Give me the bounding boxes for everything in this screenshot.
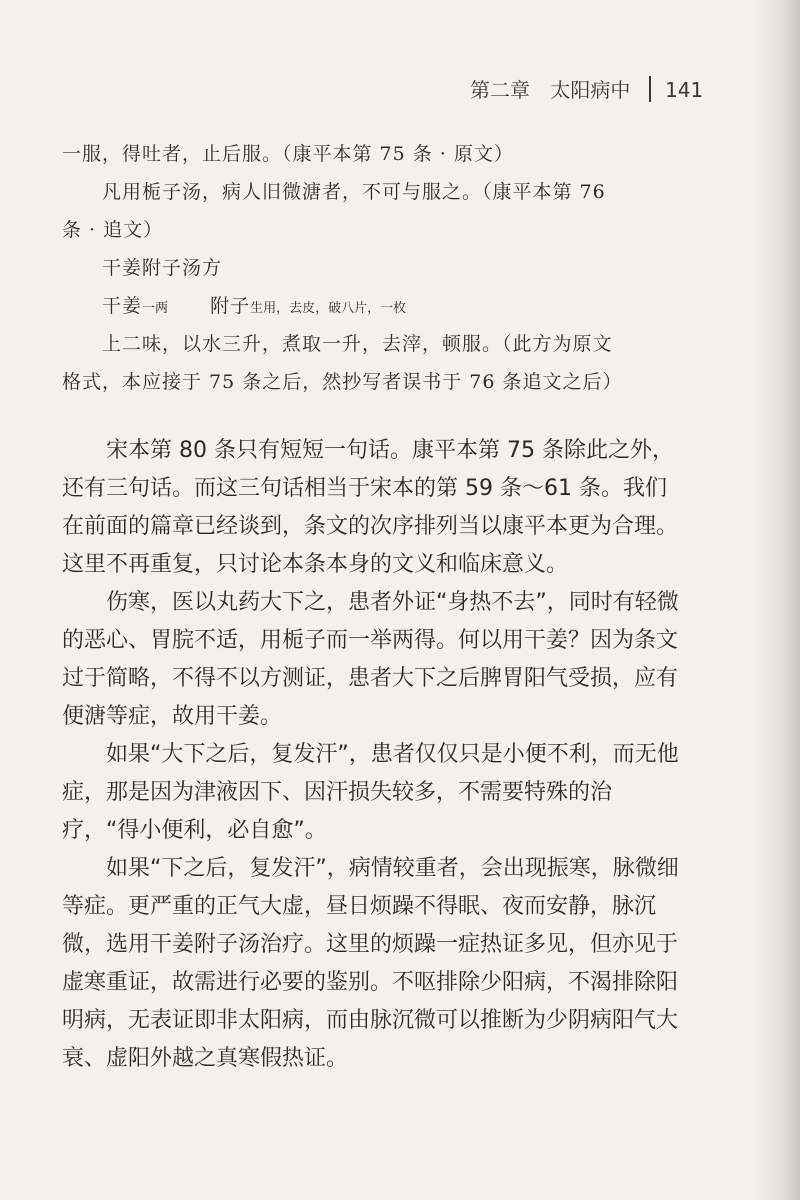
commentary-body <box>62 432 688 1078</box>
quote-line: 凡用栀子汤，病人旧微溏者，不可与服之。（康平本第 76 <box>102 181 606 203</box>
paragraph: 伤寒，医以丸药大下之，患者外证“身热不去”，同时有轻微的恶心、胃脘不适，用栀子而一举两得。何以用干姜？因为条文过于简略，不得不以方测证，患者大下之后脾胃阳气受损，应有便溏等症，故用干姜。 <box>62 590 679 729</box>
book-spine-shadow <box>754 0 800 1200</box>
header-divider <box>649 76 651 102</box>
herb-name: 干姜 <box>102 295 143 317</box>
chapter-label: 第二章 <box>470 78 530 102</box>
page-number: 141 <box>665 78 704 102</box>
paragraph: 宋本第 80 条只有短短一句话。康平本第 75 条除此之外，还有三句话。而这三句话相当于宋本的第 59 条～61 条。我们在前面的篇章已经谈到，条文的次序排列当以康平本更为合理。这里不再重复，只讨论本条本身的文义和临床意义。 <box>62 438 679 577</box>
formula-ingredients <box>62 287 692 325</box>
quote-line: 条 · 追文） <box>62 219 164 241</box>
quote-line: 格式，本应接于 75 条之后，然抄写者误书于 76 条追文之后） <box>62 371 623 393</box>
classical-text-quote <box>62 135 692 401</box>
herb-dose-note: 一两 <box>142 301 169 316</box>
quote-line: 一服，得吐者，止后服。（康平本第 75 条 · 原文） <box>62 143 514 165</box>
running-header <box>470 72 730 108</box>
paragraph: 如果“大下之后，复发汗”，患者仅仅只是小便不利，而无他症，那是因为津液因下、因汗损失较多，不需要特殊的治疗，“得小便利，必自愈”。 <box>62 742 679 843</box>
quote-line: 上二味，以水三升，煮取一升，去滓，顿服。（此方为原文 <box>102 333 613 355</box>
herb-name: 附子 <box>210 295 251 317</box>
formula-title: 干姜附子汤方 <box>102 257 223 279</box>
chapter-title: 太阳病中 <box>550 78 631 102</box>
paragraph: 如果“下之后，复发汗”，病情较重者，会出现振寒，脉微细等症。更严重的正气大虚，昼日烦躁不得眠、夜而安静，脉沉微，选用干姜附子汤治疗。这里的烦躁一症热证多见，但亦见于虚寒重证，故需进行必要的鉴别。不呕排除少阳病，不渴排除阳明病，无表证即非太阳病，而由脉沉微可以推断为少阴病阳气大衰、虚阳外越之真寒假热证。 <box>62 856 679 1071</box>
herb-prep-note: 生用，去皮，破八片，一枚 <box>250 301 407 316</box>
